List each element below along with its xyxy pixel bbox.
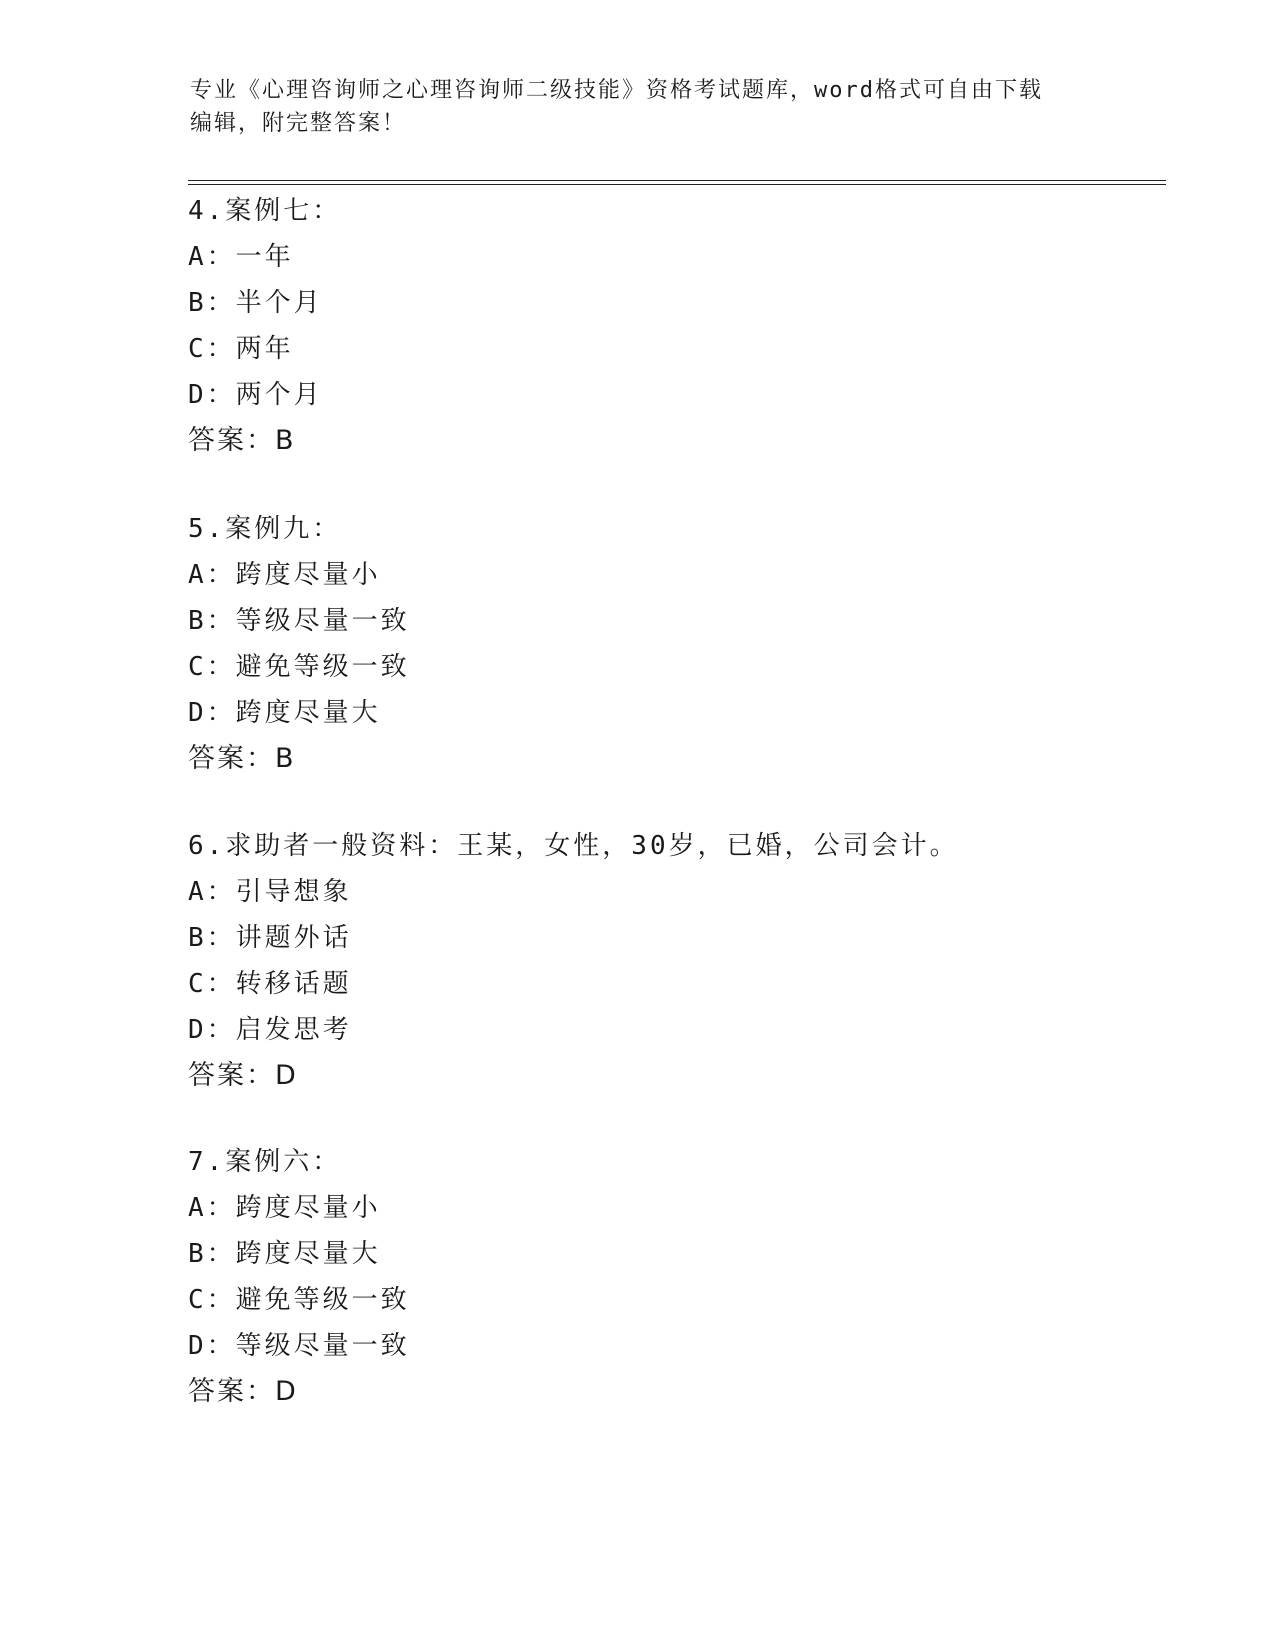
option-b: B：跨度尽量大	[188, 1239, 381, 1269]
header-divider-bottom	[188, 184, 1166, 185]
question-title: 4.案例七：	[188, 196, 342, 226]
option-c: C：避免等级一致	[188, 1285, 410, 1315]
question-7	[188, 1139, 1088, 1415]
option-a: A：跨度尽量小	[188, 1193, 381, 1223]
question-title: 5.案例九：	[188, 514, 342, 544]
question-title: 7.案例六：	[188, 1147, 342, 1177]
header-line-2: 编辑，附完整答案！	[190, 111, 407, 136]
answer-line: 答案：D	[188, 1060, 298, 1091]
option-d: D：等级尽量一致	[188, 1331, 410, 1361]
option-a: A：引导想象	[188, 877, 352, 907]
option-b: B：讲题外话	[188, 923, 352, 953]
option-d: D：启发思考	[188, 1015, 352, 1045]
option-c: C：避免等级一致	[188, 652, 410, 682]
header-line-1: 专业《心理咨询师之心理咨询师二级技能》资格考试题库，word格式可自由下载	[190, 78, 1043, 103]
answer-line: 答案：D	[188, 1376, 298, 1407]
question-5	[188, 506, 1088, 782]
option-a: A：一年	[188, 242, 294, 272]
option-d: D：两个月	[188, 380, 323, 410]
option-c: C：转移话题	[188, 969, 352, 999]
question-title: 6.求助者一般资料：王某，女性，30岁，已婚，公司会计。	[188, 831, 959, 861]
answer-line: 答案：B	[188, 743, 296, 774]
document-header	[190, 74, 1090, 140]
answer-line: 答案：B	[188, 425, 296, 456]
option-c: C：两年	[188, 334, 294, 364]
question-4	[188, 188, 1088, 464]
option-b: B：等级尽量一致	[188, 606, 410, 636]
header-divider-top	[188, 180, 1166, 181]
question-6	[188, 823, 1088, 1099]
option-b: B：半个月	[188, 288, 323, 318]
option-a: A：跨度尽量小	[188, 560, 381, 590]
option-d: D：跨度尽量大	[188, 698, 381, 728]
